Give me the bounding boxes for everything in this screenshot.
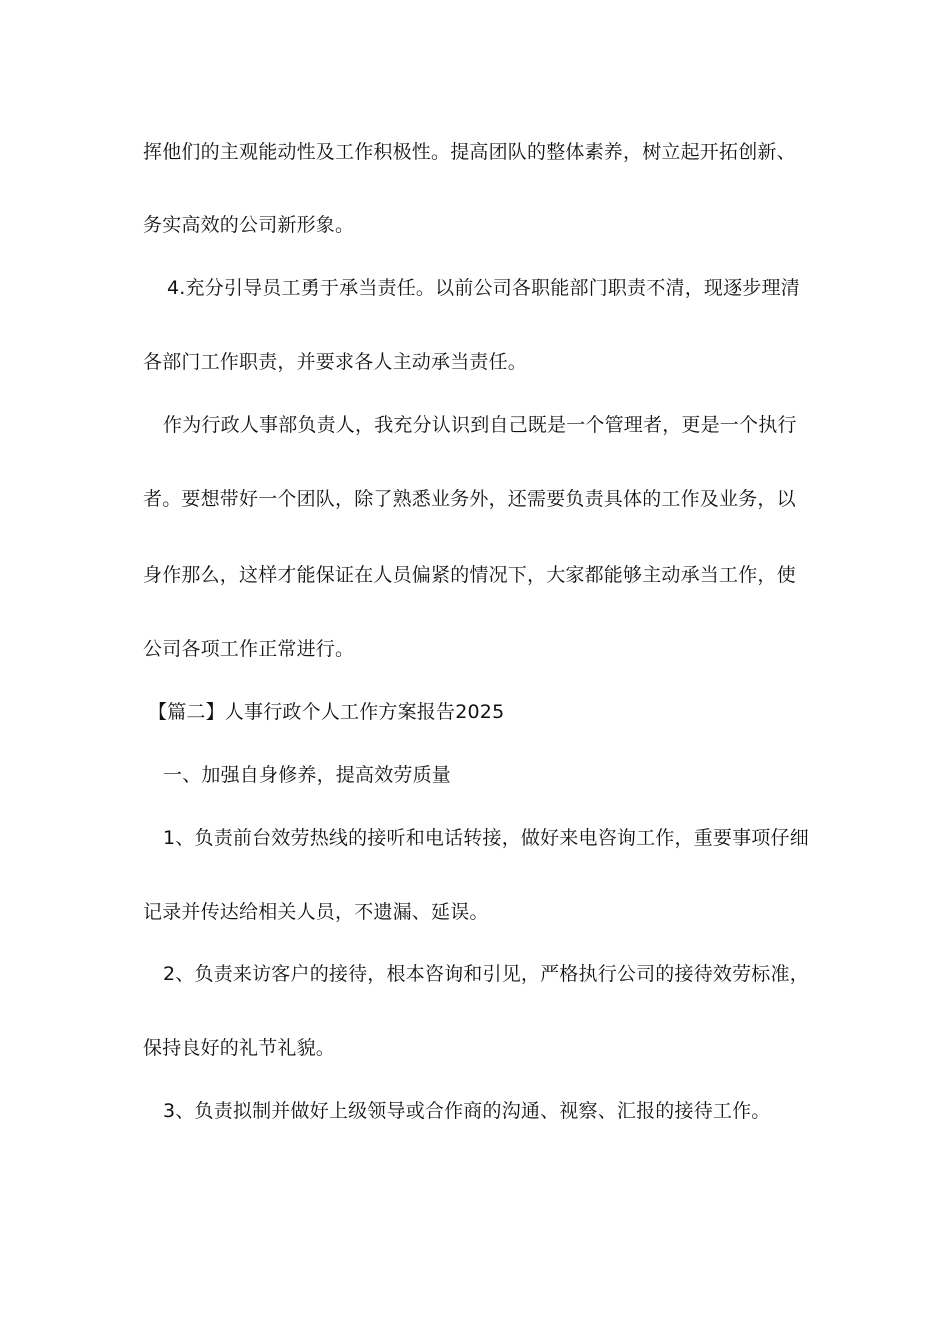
paragraph-line: 身作那么，这样才能保证在人员偏紧的情况下，大家都能够主动承当工作，使 <box>143 564 796 586</box>
list-item: 1、负责前台效劳热线的接听和电话转接，做好来电咨询工作，重要事项仔细 <box>163 827 809 849</box>
paragraph-line: 挥他们的主观能动性及工作积极性。提高团队的整体素养，树立起开拓创新、 <box>143 141 796 163</box>
paragraph-line: 各部门工作职责，并要求各人主动承当责任。 <box>143 351 528 373</box>
paragraph-line: 记录并传达给相关人员，不遗漏、延误。 <box>143 901 489 923</box>
paragraph-line: 保持良好的礼节礼貌。 <box>143 1037 336 1059</box>
paragraph-line: 4.充分引导员工勇于承当责任。以前公司各职能部门职责不清，现逐步理清 <box>167 277 800 299</box>
list-item: 3、负责拟制并做好上级领导或合作商的沟通、视察、汇报的接待工作。 <box>163 1100 771 1122</box>
paragraph-line: 者。要想带好一个团队，除了熟悉业务外，还需要负责具体的工作及业务，以 <box>143 488 796 510</box>
paragraph-line: 务实高效的公司新形象。 <box>143 214 355 236</box>
subsection-heading: 一、加强自身修养，提高效劳质量 <box>163 764 452 786</box>
paragraph-line: 作为行政人事部负责人，我充分认识到自己既是一个管理者，更是一个执行 <box>163 414 797 436</box>
paragraph-line: 公司各项工作正常进行。 <box>143 638 355 660</box>
section-heading: 【篇二】人事行政个人工作方案报告2025 <box>148 701 505 723</box>
list-item: 2、负责来访客户的接待，根本咨询和引见，严格执行公司的接待效劳标准， <box>163 963 809 985</box>
